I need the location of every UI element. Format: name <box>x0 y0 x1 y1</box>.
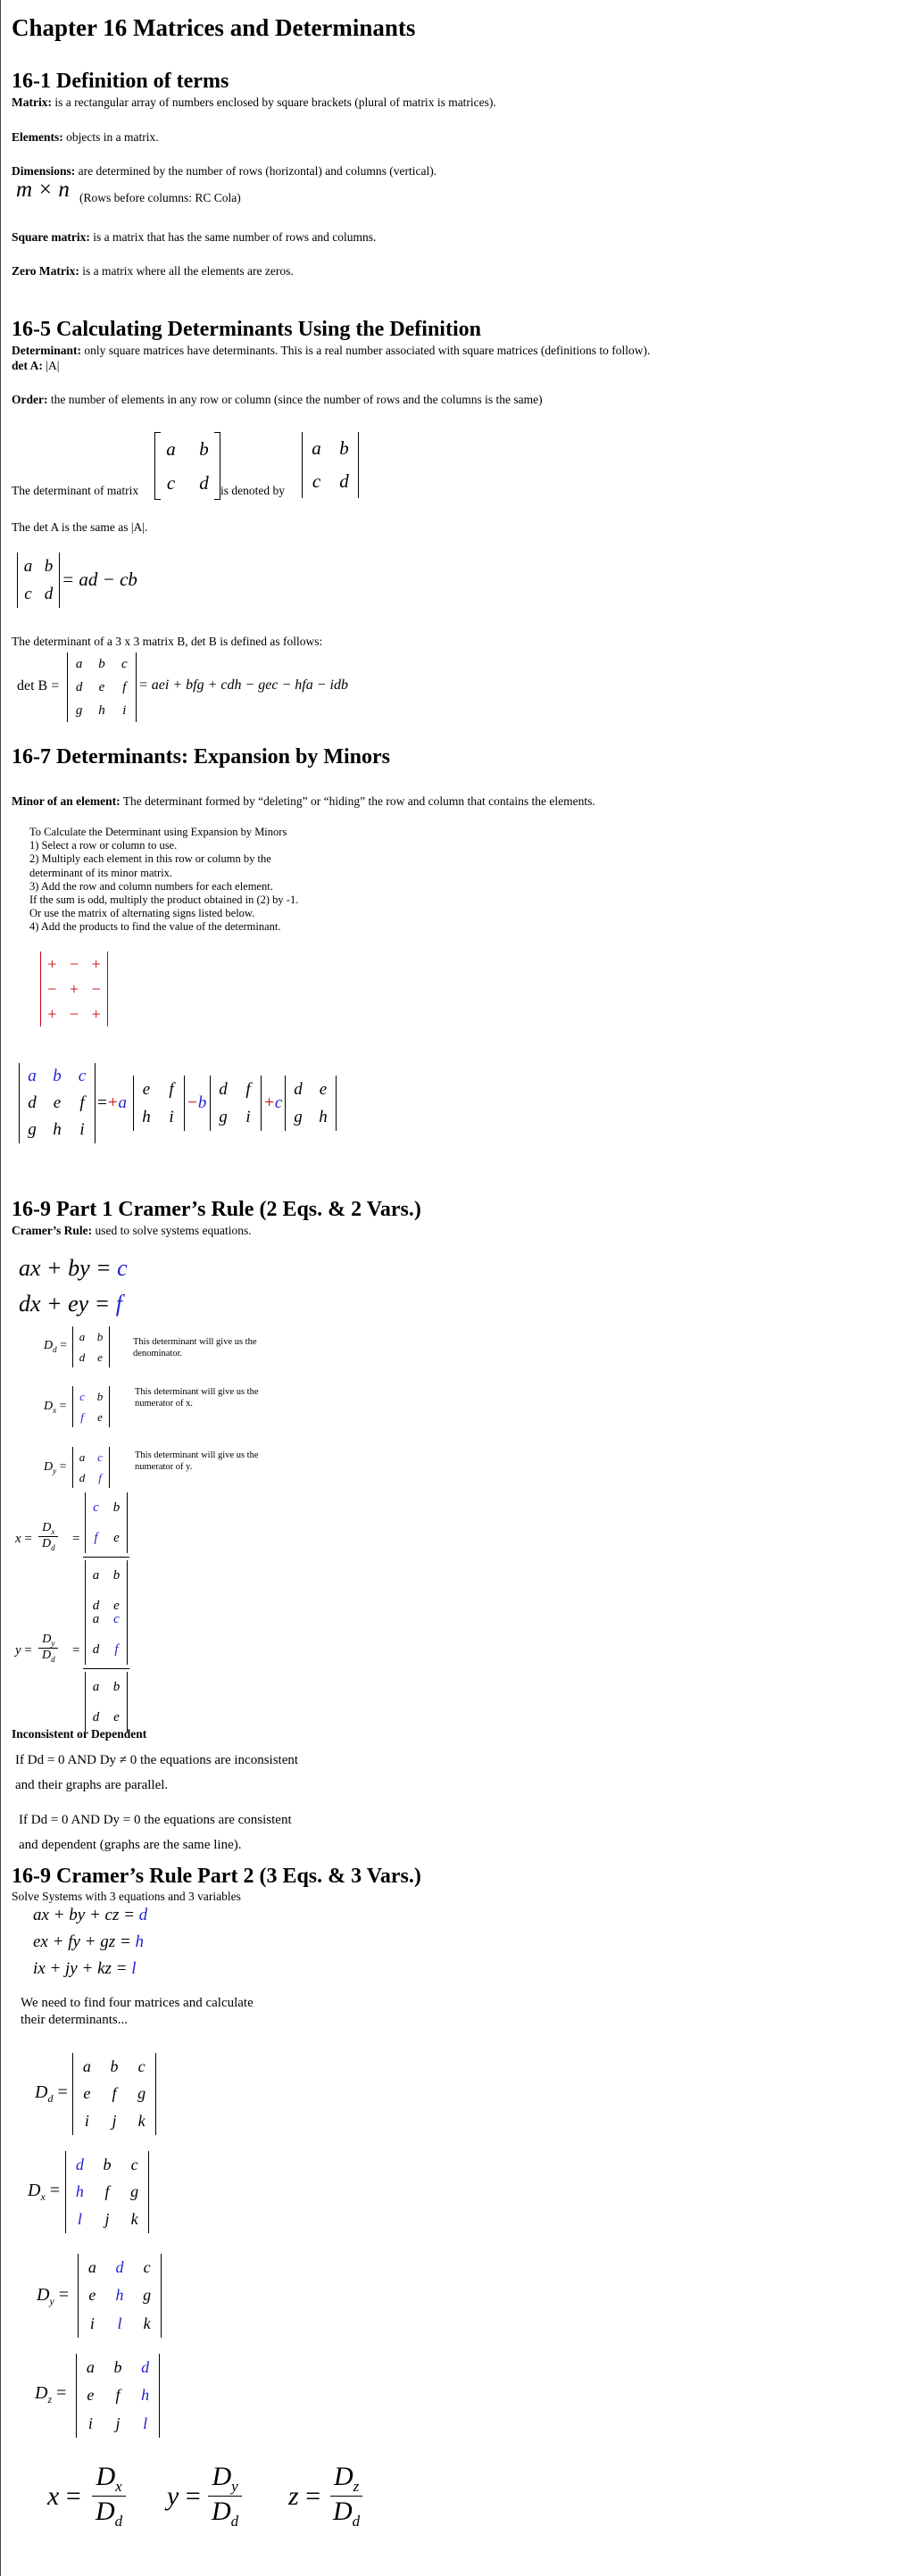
plus-c-term <box>263 1093 282 1113</box>
cell: d <box>75 679 83 694</box>
cell: h <box>115 2286 124 2305</box>
cell: e <box>97 1350 103 1364</box>
cell: g <box>75 702 83 718</box>
cell: d <box>92 1598 100 1613</box>
cell: e <box>97 1409 103 1424</box>
rc-cola-note: (Rows before columns: RC Cola) <box>79 191 241 204</box>
coef-c: c <box>274 1093 283 1112</box>
fraction-bar <box>83 1557 129 1558</box>
cell: d <box>294 1079 303 1099</box>
equation-2: dx + ey = f <box>19 1291 122 1317</box>
cell: a <box>92 1567 100 1583</box>
cell: e <box>98 679 105 694</box>
cell: d <box>339 470 349 492</box>
cell: g <box>137 2084 146 2103</box>
cell: b <box>44 556 54 576</box>
three-eq-2: ex + fy + gz = h <box>33 1932 144 1951</box>
dimensions-definition: Dimensions: are determined by the number of rows (horizontal) and columns (vertical). <box>12 164 437 178</box>
cell: d <box>75 2155 84 2173</box>
section-16-5-heading: 16-5 Calculating Determinants Using the Definition <box>12 318 481 341</box>
dx-label: $D_x$ = <box>44 1400 67 1415</box>
cell: a <box>75 656 83 671</box>
dy-2x2 <box>72 1447 110 1488</box>
section-16-1-heading: 16-1 Definition of terms <box>12 70 229 93</box>
cell: f <box>115 2386 121 2405</box>
cell: e <box>142 1079 151 1099</box>
square-matrix-definition: Square matrix: is a matrix that has the same number of rows and columns. <box>12 230 377 244</box>
cell: a <box>92 1611 100 1626</box>
order-definition: Order: the number of elements in any row or column (since the number of rows and the columns is the same) <box>12 393 543 406</box>
cell: a <box>82 2057 91 2075</box>
denoted-by-text: is denoted by <box>220 484 285 497</box>
cell: c <box>97 1450 103 1464</box>
cell: h <box>53 1120 62 1139</box>
x-numerator: $D_x$ <box>38 1521 58 1537</box>
sign: + <box>91 1004 101 1023</box>
cell: f <box>122 679 127 694</box>
cell: c <box>130 2155 138 2173</box>
determinant-2x2-formula-matrix <box>17 553 60 608</box>
cell: c <box>93 1500 99 1515</box>
dz3-label: $D_z$ = <box>35 2383 67 2406</box>
cell: f <box>114 1641 119 1657</box>
cell: f <box>104 2182 110 2201</box>
cell: c <box>113 1611 120 1626</box>
cell: f <box>79 1093 85 1112</box>
plus-a-term <box>97 1093 127 1113</box>
cell: f <box>169 1079 174 1099</box>
matrix-definition: Matrix: is a rectangular array of numbers enclosed by square brackets (plural of matrix is matrices). <box>12 96 496 109</box>
cell: h <box>319 1107 328 1126</box>
determinant-a-2x2 <box>302 432 359 498</box>
determinant-b-3x3 <box>67 652 137 722</box>
y-den-det <box>85 1672 128 1733</box>
cell: b <box>112 1567 121 1583</box>
sign: + <box>47 1004 57 1023</box>
dd3-label: $D_d$ = <box>35 2082 68 2105</box>
cell: d <box>199 471 209 494</box>
dd-2x2 <box>72 1326 110 1367</box>
final-x-label: x = <box>47 2481 81 2511</box>
final-x-fraction <box>92 2462 126 2530</box>
cell: c <box>121 656 128 671</box>
cell: b <box>112 1679 121 1694</box>
need-line-2: their determinants... <box>21 2013 128 2027</box>
cell: a <box>79 1450 86 1464</box>
final-x-num: $D_x$ <box>92 2462 125 2497</box>
y-det-fraction <box>83 1604 129 1745</box>
final-z-den: $D_d$ <box>333 2497 361 2530</box>
zero-matrix-definition: Zero Matrix: is a matrix where all the elements are zeros. <box>12 264 294 278</box>
y-fraction <box>38 1633 59 1664</box>
dx-3x3 <box>65 2151 149 2233</box>
cell: a <box>92 1679 100 1694</box>
dz-3x3 <box>76 2354 160 2438</box>
cell: g <box>28 1120 37 1139</box>
final-y-label: y = <box>167 2481 201 2511</box>
dy-3x3 <box>78 2254 162 2338</box>
cell: k <box>143 2314 151 2332</box>
minus-b-term <box>187 1093 206 1113</box>
dd-note: This determinant will give us the denominator. <box>133 1337 257 1359</box>
dx3-label: $D_x$ = <box>28 2181 61 2203</box>
cell: h <box>141 2386 150 2405</box>
y-num-det <box>85 1604 128 1665</box>
section-16-9-part2-heading: 16-9 Cramer’s Rule Part 2 (3 Eqs. & 3 Vars.) <box>12 1865 421 1888</box>
cell: c <box>312 470 321 492</box>
x-fraction <box>38 1521 59 1552</box>
cell: b <box>98 656 105 671</box>
step-line: 4) Add the products to find the value of the determinant. <box>29 920 281 934</box>
three-var-intro: Solve Systems with 3 equations and 3 variables <box>12 1890 241 1903</box>
matrix-a-2x2 <box>154 432 220 500</box>
cell: d <box>28 1093 37 1112</box>
coef-a: a <box>118 1093 128 1112</box>
page-title: Chapter 16 Matrices and Determinants <box>12 14 416 41</box>
elements-definition: Elements: objects in a matrix. <box>12 130 159 144</box>
cell: a <box>28 1067 37 1085</box>
dx-note: This determinant will give us the numerator of x. <box>135 1387 259 1408</box>
cell: f <box>98 1470 102 1484</box>
cell: h <box>75 2182 84 2201</box>
cell: f <box>112 2084 117 2103</box>
plus-sign: + <box>263 1093 275 1112</box>
equation-1: ax + by = c <box>19 1255 128 1281</box>
cell: e <box>53 1093 62 1112</box>
cell: d <box>219 1079 228 1099</box>
cell: a <box>312 437 321 459</box>
sign: − <box>69 1004 79 1023</box>
cell: b <box>96 1329 104 1343</box>
cell: j <box>115 2414 121 2432</box>
x-label: x = <box>15 1532 32 1546</box>
cell: e <box>113 1530 120 1545</box>
section-16-9-part1-heading: 16-9 Part 1 Cramer’s Rule (2 Eqs. & 2 Vars.) <box>12 1198 421 1221</box>
cell: i <box>89 2314 95 2332</box>
three-by-three-text: The determinant of a 3 x 3 matrix B, det B is defined as follows: <box>12 635 323 648</box>
fraction-bar <box>83 1668 129 1669</box>
expansion-matrix-3x3 <box>19 1063 96 1143</box>
x-num-det <box>85 1492 128 1553</box>
sign: − <box>69 954 79 973</box>
det-a-definition: det A: |A| <box>12 359 60 372</box>
sign: + <box>91 954 101 973</box>
dd-label: $D_d$ = <box>44 1339 68 1354</box>
cell: c <box>166 471 176 494</box>
cell: a <box>23 556 33 576</box>
cell: g <box>143 2286 152 2305</box>
minor-a <box>133 1076 185 1131</box>
y-label: y = <box>15 1643 32 1658</box>
cell: a <box>87 2258 96 2277</box>
cell: b <box>110 2057 119 2075</box>
cramers-rule-definition: Cramer’s Rule: used to solve systems equations. <box>12 1224 252 1237</box>
cell: h <box>98 702 105 718</box>
cell: l <box>77 2210 82 2229</box>
step-line: Or use the matrix of alternating signs listed below. <box>29 907 255 920</box>
cell: g <box>294 1107 303 1126</box>
cell: l <box>117 2314 122 2332</box>
cell: f <box>80 1409 84 1424</box>
cell: e <box>319 1079 328 1099</box>
cell: a <box>166 437 176 460</box>
m-by-n-expression: m × n <box>16 178 70 202</box>
final-y-den: $D_d$ <box>212 2497 239 2530</box>
cell: d <box>44 584 54 603</box>
dd-3x3 <box>72 2053 156 2135</box>
cell: d <box>79 1470 86 1484</box>
cell: d <box>141 2358 150 2377</box>
cell: c <box>78 1067 87 1085</box>
dependent-line-1: If Dd = 0 AND Dy = 0 the equations are consistent <box>19 1813 292 1827</box>
sign: − <box>91 979 101 998</box>
cell: f <box>94 1530 98 1545</box>
cell: f <box>245 1079 251 1099</box>
cell: j <box>112 2112 117 2131</box>
minor-definition: Minor of an element: The determinant formed by “deleting” or “hiding” the row and column that contains the elements. <box>12 794 595 808</box>
cell: c <box>24 584 32 603</box>
cell: i <box>169 1107 174 1126</box>
step-line: If the sum is odd, multiply the product obtained in (2) by -1. <box>29 893 299 907</box>
final-y-num: $D_y$ <box>208 2462 241 2497</box>
cell: a <box>79 1329 86 1343</box>
minor-c <box>285 1076 337 1131</box>
cell: i <box>122 702 127 718</box>
cell: k <box>137 2112 146 2131</box>
det-same-as-text: The det A is the same as |A|. <box>12 520 148 534</box>
dy3-label: $D_y$ = <box>37 2285 70 2307</box>
y-equals: = <box>72 1643 80 1658</box>
cell: a <box>86 2358 95 2377</box>
cell: i <box>84 2112 89 2131</box>
sign: + <box>69 979 79 998</box>
cell: d <box>92 1709 100 1724</box>
expansion-steps <box>29 826 298 935</box>
inconsistent-line-1: If Dd = 0 AND Dy ≠ 0 the equations are inconsistent <box>15 1753 299 1767</box>
cell: c <box>143 2258 151 2277</box>
step-line: 2) Multiply each element in this row or column by the <box>29 852 271 866</box>
determinant-of-matrix-text: The determinant of matrix <box>12 484 139 497</box>
minus-sign: − <box>187 1093 198 1112</box>
cell: b <box>113 2358 122 2377</box>
cell: b <box>53 1067 62 1085</box>
dy-label: $D_y$ = <box>44 1460 67 1475</box>
dx-2x2 <box>72 1386 110 1427</box>
inconsistent-heading: Inconsistent or Dependent <box>12 1727 147 1741</box>
sign: − <box>47 979 57 998</box>
final-z-label: z = <box>288 2481 321 2511</box>
section-16-7-heading: 16-7 Determinants: Expansion by Minors <box>12 745 391 769</box>
step-line: determinant of its minor matrix. <box>29 866 173 879</box>
cell: e <box>87 2386 95 2405</box>
inconsistent-line-2: and their graphs are parallel. <box>15 1778 169 1792</box>
cell: b <box>96 1389 104 1403</box>
step-line: To Calculate the Determinant using Expansion by Minors <box>29 826 287 838</box>
cell: d <box>79 1350 86 1364</box>
cell: i <box>87 2414 93 2432</box>
cell: h <box>142 1107 151 1126</box>
cell: l <box>143 2414 148 2432</box>
cell: c <box>137 2057 146 2075</box>
y-denominator: $D_d$ <box>42 1648 55 1664</box>
cell: k <box>130 2210 138 2229</box>
cell: b <box>103 2155 112 2173</box>
cell: e <box>113 1709 120 1724</box>
cell: i <box>245 1107 251 1126</box>
cell: j <box>104 2210 110 2229</box>
plus-sign: + <box>106 1093 119 1112</box>
sign-matrix <box>40 951 108 1026</box>
need-line-1: We need to find four matrices and calculate <box>21 1996 254 2010</box>
cell: g <box>219 1107 228 1126</box>
sign: + <box>47 954 57 973</box>
cell: e <box>113 1598 120 1613</box>
cell: i <box>79 1120 85 1139</box>
minor-b <box>210 1076 262 1131</box>
final-y-fraction <box>208 2462 242 2530</box>
step-line: 1) Select a row or column to use. <box>29 839 178 852</box>
determinant-definition: Determinant: only square matrices have determinants. This is a real number associated with square matrices (definitions to follow). <box>12 344 651 357</box>
final-z-num: $D_z$ <box>330 2462 362 2497</box>
cell: d <box>92 1641 100 1657</box>
formula-2x2: = ad − cb <box>62 569 137 590</box>
cell: g <box>130 2182 139 2201</box>
x-equals: = <box>72 1532 80 1546</box>
cell: b <box>339 437 349 459</box>
three-eq-1: ax + by + cz = d <box>33 1906 148 1924</box>
y-numerator: $D_y$ <box>38 1633 58 1649</box>
x-denominator: $D_d$ <box>42 1536 55 1552</box>
cell: e <box>83 2084 91 2103</box>
cell: b <box>112 1500 121 1515</box>
det-b-label: det B = <box>17 678 60 694</box>
dependent-line-2: and dependent (graphs are the same line). <box>19 1838 242 1852</box>
final-x-den: $D_d$ <box>96 2497 123 2530</box>
cell: b <box>199 437 209 460</box>
step-line: 3) Add the row and column numbers for each element. <box>29 879 273 893</box>
coef-b: b <box>197 1093 207 1112</box>
three-eq-3: ix + jy + kz = l <box>33 1959 137 1978</box>
dy-note: This determinant will give us the numerator of y. <box>135 1450 259 1472</box>
cell: c <box>79 1389 85 1403</box>
cell: e <box>88 2286 96 2305</box>
final-z-fraction <box>329 2462 363 2530</box>
formula-3x3: = aei + bfg + cdh − gec − hfa − idb <box>138 677 348 693</box>
equals: = <box>97 1093 107 1112</box>
cell: d <box>115 2258 124 2277</box>
